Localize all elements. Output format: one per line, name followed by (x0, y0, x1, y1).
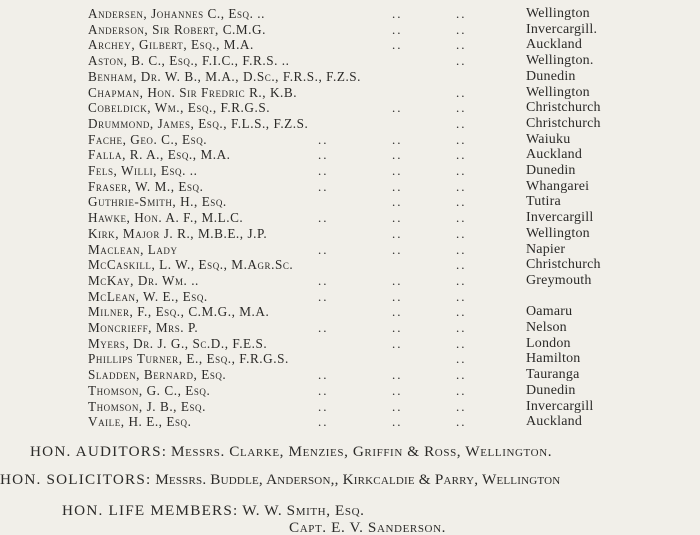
leader-dots: .. (392, 320, 403, 335)
leader-dots: .. (392, 194, 403, 210)
leader-dots: .. (456, 257, 467, 273)
member-place: Oamaru (526, 304, 573, 320)
member-place: Whangarei (526, 178, 590, 194)
member-row (0, 367, 700, 382)
member-name: Fache, Geo. C., Esq. (88, 131, 208, 147)
leader-dots: .. (456, 210, 467, 226)
member-name: Moncrieff, Mrs. P. (88, 320, 199, 335)
hon-life-members-title: HON. LIFE MEMBERS: (62, 502, 239, 519)
leader-dots: .. (392, 304, 403, 320)
member-name: Thomson, G. C., Esq. (88, 382, 211, 398)
leader-dots: .. (456, 100, 467, 116)
member-row (0, 351, 700, 366)
member-place: Christchurch (526, 100, 601, 116)
hon-life-members-line (62, 502, 365, 520)
member-name: Hawke, Hon. A. F., M.L.C. (88, 210, 244, 226)
member-place: Dunedin (526, 68, 576, 84)
member-place: Nelson (526, 320, 567, 335)
member-row (0, 242, 700, 257)
leader-dots: .. (392, 225, 403, 241)
hon-life-member-1: W. W. Smith, Esq. (242, 502, 365, 519)
member-name: Myers, Dr. J. G., Sc.D., F.E.S. (88, 335, 268, 351)
member-name: Aston, B. C., Esq., F.I.C., F.R.S. .. (88, 53, 290, 69)
leader-dots: .. (456, 241, 467, 257)
member-place: Invercargill. (526, 21, 598, 37)
member-row (0, 22, 700, 37)
leader-dots: .. (392, 272, 403, 288)
hon-auditors-title: HON. AUDITORS: (30, 443, 168, 460)
member-row (0, 100, 700, 115)
leader-dots: .. (456, 84, 467, 100)
leader-dots: .. (456, 398, 467, 414)
leader-dots: .. (392, 335, 403, 351)
leader-dots: .. (392, 288, 403, 304)
leader-dots: .. (456, 37, 467, 53)
member-place: London (526, 335, 571, 351)
member-name: Chapman, Hon. Sir Fredric R., K.B. (88, 84, 298, 100)
member-place: Christchurch (526, 257, 601, 273)
leader-dots: .. (318, 241, 329, 257)
member-name: Fels, Willi, Esq. .. (88, 163, 198, 178)
leader-dots: .. (392, 210, 403, 226)
leader-dots: .. (318, 288, 329, 304)
hon-solicitors-line (0, 471, 560, 489)
member-place: Invercargill (526, 398, 594, 414)
member-place: Wellington (526, 6, 590, 21)
member-name: Maclean, Lady (88, 241, 178, 257)
member-name: Fraser, W. M., Esq. (88, 178, 204, 194)
leader-dots: .. (318, 131, 329, 147)
member-name: Guthrie-Smith, H., Esq. (88, 194, 227, 210)
member-row (0, 163, 700, 178)
leader-dots: .. (318, 147, 329, 163)
leader-dots: .. (456, 225, 467, 241)
leader-dots: .. (392, 147, 403, 163)
member-name: Anderson, Sir Robert, C.M.G. (88, 21, 266, 37)
member-row (0, 414, 700, 429)
leader-dots: .. (456, 21, 467, 37)
leader-dots: .. (392, 37, 403, 53)
leader-dots: .. (456, 414, 467, 430)
member-place: Tutira (526, 194, 561, 210)
member-place: Auckland (526, 37, 583, 53)
member-row (0, 194, 700, 209)
leader-dots: .. (456, 272, 467, 288)
leader-dots: .. (318, 367, 329, 383)
leader-dots: .. (318, 398, 329, 414)
leader-dots: .. (392, 131, 403, 147)
leader-dots: .. (456, 147, 467, 163)
member-name: Thomson, J. B., Esq. (88, 398, 206, 414)
leader-dots: .. (392, 100, 403, 116)
member-place: Tauranga (526, 367, 580, 383)
member-row (0, 273, 700, 288)
member-name: Vaile, H. E., Esq. (88, 414, 192, 430)
hon-life-member-2: Capt. E. V. Sanderson. (289, 519, 447, 535)
leader-dots: .. (392, 21, 403, 37)
hon-solicitors-text: Messrs. Buddle, Anderson,, Kirkcaldie & Parry, Wellington (155, 471, 561, 488)
member-name: Benham, Dr. W. B., M.A., D.Sc., F.R.S., F.Z.S. (88, 68, 362, 84)
leader-dots: .. (456, 178, 467, 194)
member-row (0, 383, 700, 398)
member-row (0, 6, 700, 21)
leader-dots: .. (456, 194, 467, 210)
member-place: Christchurch (526, 115, 601, 131)
leader-dots: .. (456, 53, 467, 69)
hon-solicitors-title: HON. SOLICITORS: (0, 471, 152, 488)
leader-dots: .. (456, 304, 467, 320)
member-place: Wellington (526, 225, 590, 241)
member-row (0, 210, 700, 225)
member-place: Invercargill (526, 210, 594, 226)
member-place: Dunedin (526, 163, 576, 178)
leader-dots: .. (392, 178, 403, 194)
member-row (0, 336, 700, 351)
member-row (0, 116, 700, 131)
member-row (0, 147, 700, 162)
hon-life-member-2-line (289, 519, 446, 535)
member-name: Phillips Turner, E., Esq., F.R.G.S. (88, 351, 289, 367)
member-row (0, 69, 700, 84)
leader-dots: .. (456, 163, 467, 178)
leader-dots: .. (318, 210, 329, 226)
leader-dots: .. (392, 382, 403, 398)
leader-dots: .. (392, 163, 403, 178)
leader-dots: .. (456, 367, 467, 383)
member-row (0, 257, 700, 272)
leader-dots: .. (392, 367, 403, 383)
leader-dots: .. (318, 414, 329, 430)
member-row (0, 399, 700, 414)
member-place: Waiuku (526, 131, 571, 147)
member-name: McKay, Dr. Wm. .. (88, 272, 199, 288)
leader-dots: .. (456, 131, 467, 147)
member-place: Napier (526, 241, 566, 257)
member-name: Cobeldick, Wm., Esq., F.R.G.S. (88, 100, 271, 116)
leader-dots: .. (392, 398, 403, 414)
leader-dots: .. (392, 241, 403, 257)
member-row (0, 320, 700, 335)
member-row (0, 132, 700, 147)
leader-dots: .. (456, 382, 467, 398)
member-row (0, 37, 700, 52)
leader-dots: .. (456, 335, 467, 351)
leader-dots: .. (318, 320, 329, 335)
member-name: McLean, W. E., Esq. (88, 288, 208, 304)
member-row (0, 226, 700, 241)
member-row (0, 289, 700, 304)
member-name: Andersen, Johannes C., Esq. .. (88, 6, 265, 21)
hon-auditors-line (30, 443, 552, 461)
member-name: Sladden, Bernard, Esq. (88, 367, 227, 383)
leader-dots: .. (456, 6, 467, 21)
leader-dots: .. (456, 115, 467, 131)
member-place: Wellington. (526, 53, 594, 69)
member-row (0, 304, 700, 319)
leader-dots: .. (456, 320, 467, 335)
leader-dots: .. (392, 414, 403, 430)
member-row (0, 85, 700, 100)
member-place: Auckland (526, 414, 583, 430)
leader-dots: .. (318, 382, 329, 398)
leader-dots: .. (318, 178, 329, 194)
member-name: Kirk, Major J. R., M.B.E., J.P. (88, 225, 268, 241)
leader-dots: .. (456, 288, 467, 304)
leader-dots: .. (456, 351, 467, 367)
member-name: Archey, Gilbert, Esq., M.A. (88, 37, 254, 53)
member-place: Dunedin (526, 382, 576, 398)
leader-dots: .. (318, 272, 329, 288)
member-place: Auckland (526, 147, 583, 163)
leader-dots: .. (318, 163, 329, 178)
leader-dots: .. (392, 6, 403, 21)
member-place: Wellington (526, 84, 590, 100)
member-row (0, 179, 700, 194)
member-name: Milner, F., Esq., C.M.G., M.A. (88, 304, 270, 320)
member-place: Hamilton (526, 351, 581, 367)
member-row (0, 53, 700, 68)
member-name: Falla, R. A., Esq., M.A. (88, 147, 231, 163)
member-name: Drummond, James, Esq., F.L.S., F.Z.S. (88, 115, 309, 131)
member-name: McCaskill, L. W., Esq., M.Agr.Sc. (88, 257, 294, 273)
member-place: Greymouth (526, 272, 592, 288)
hon-auditors-text: Messrs. Clarke, Menzies, Griffin & Ross, Wellington. (170, 443, 553, 460)
